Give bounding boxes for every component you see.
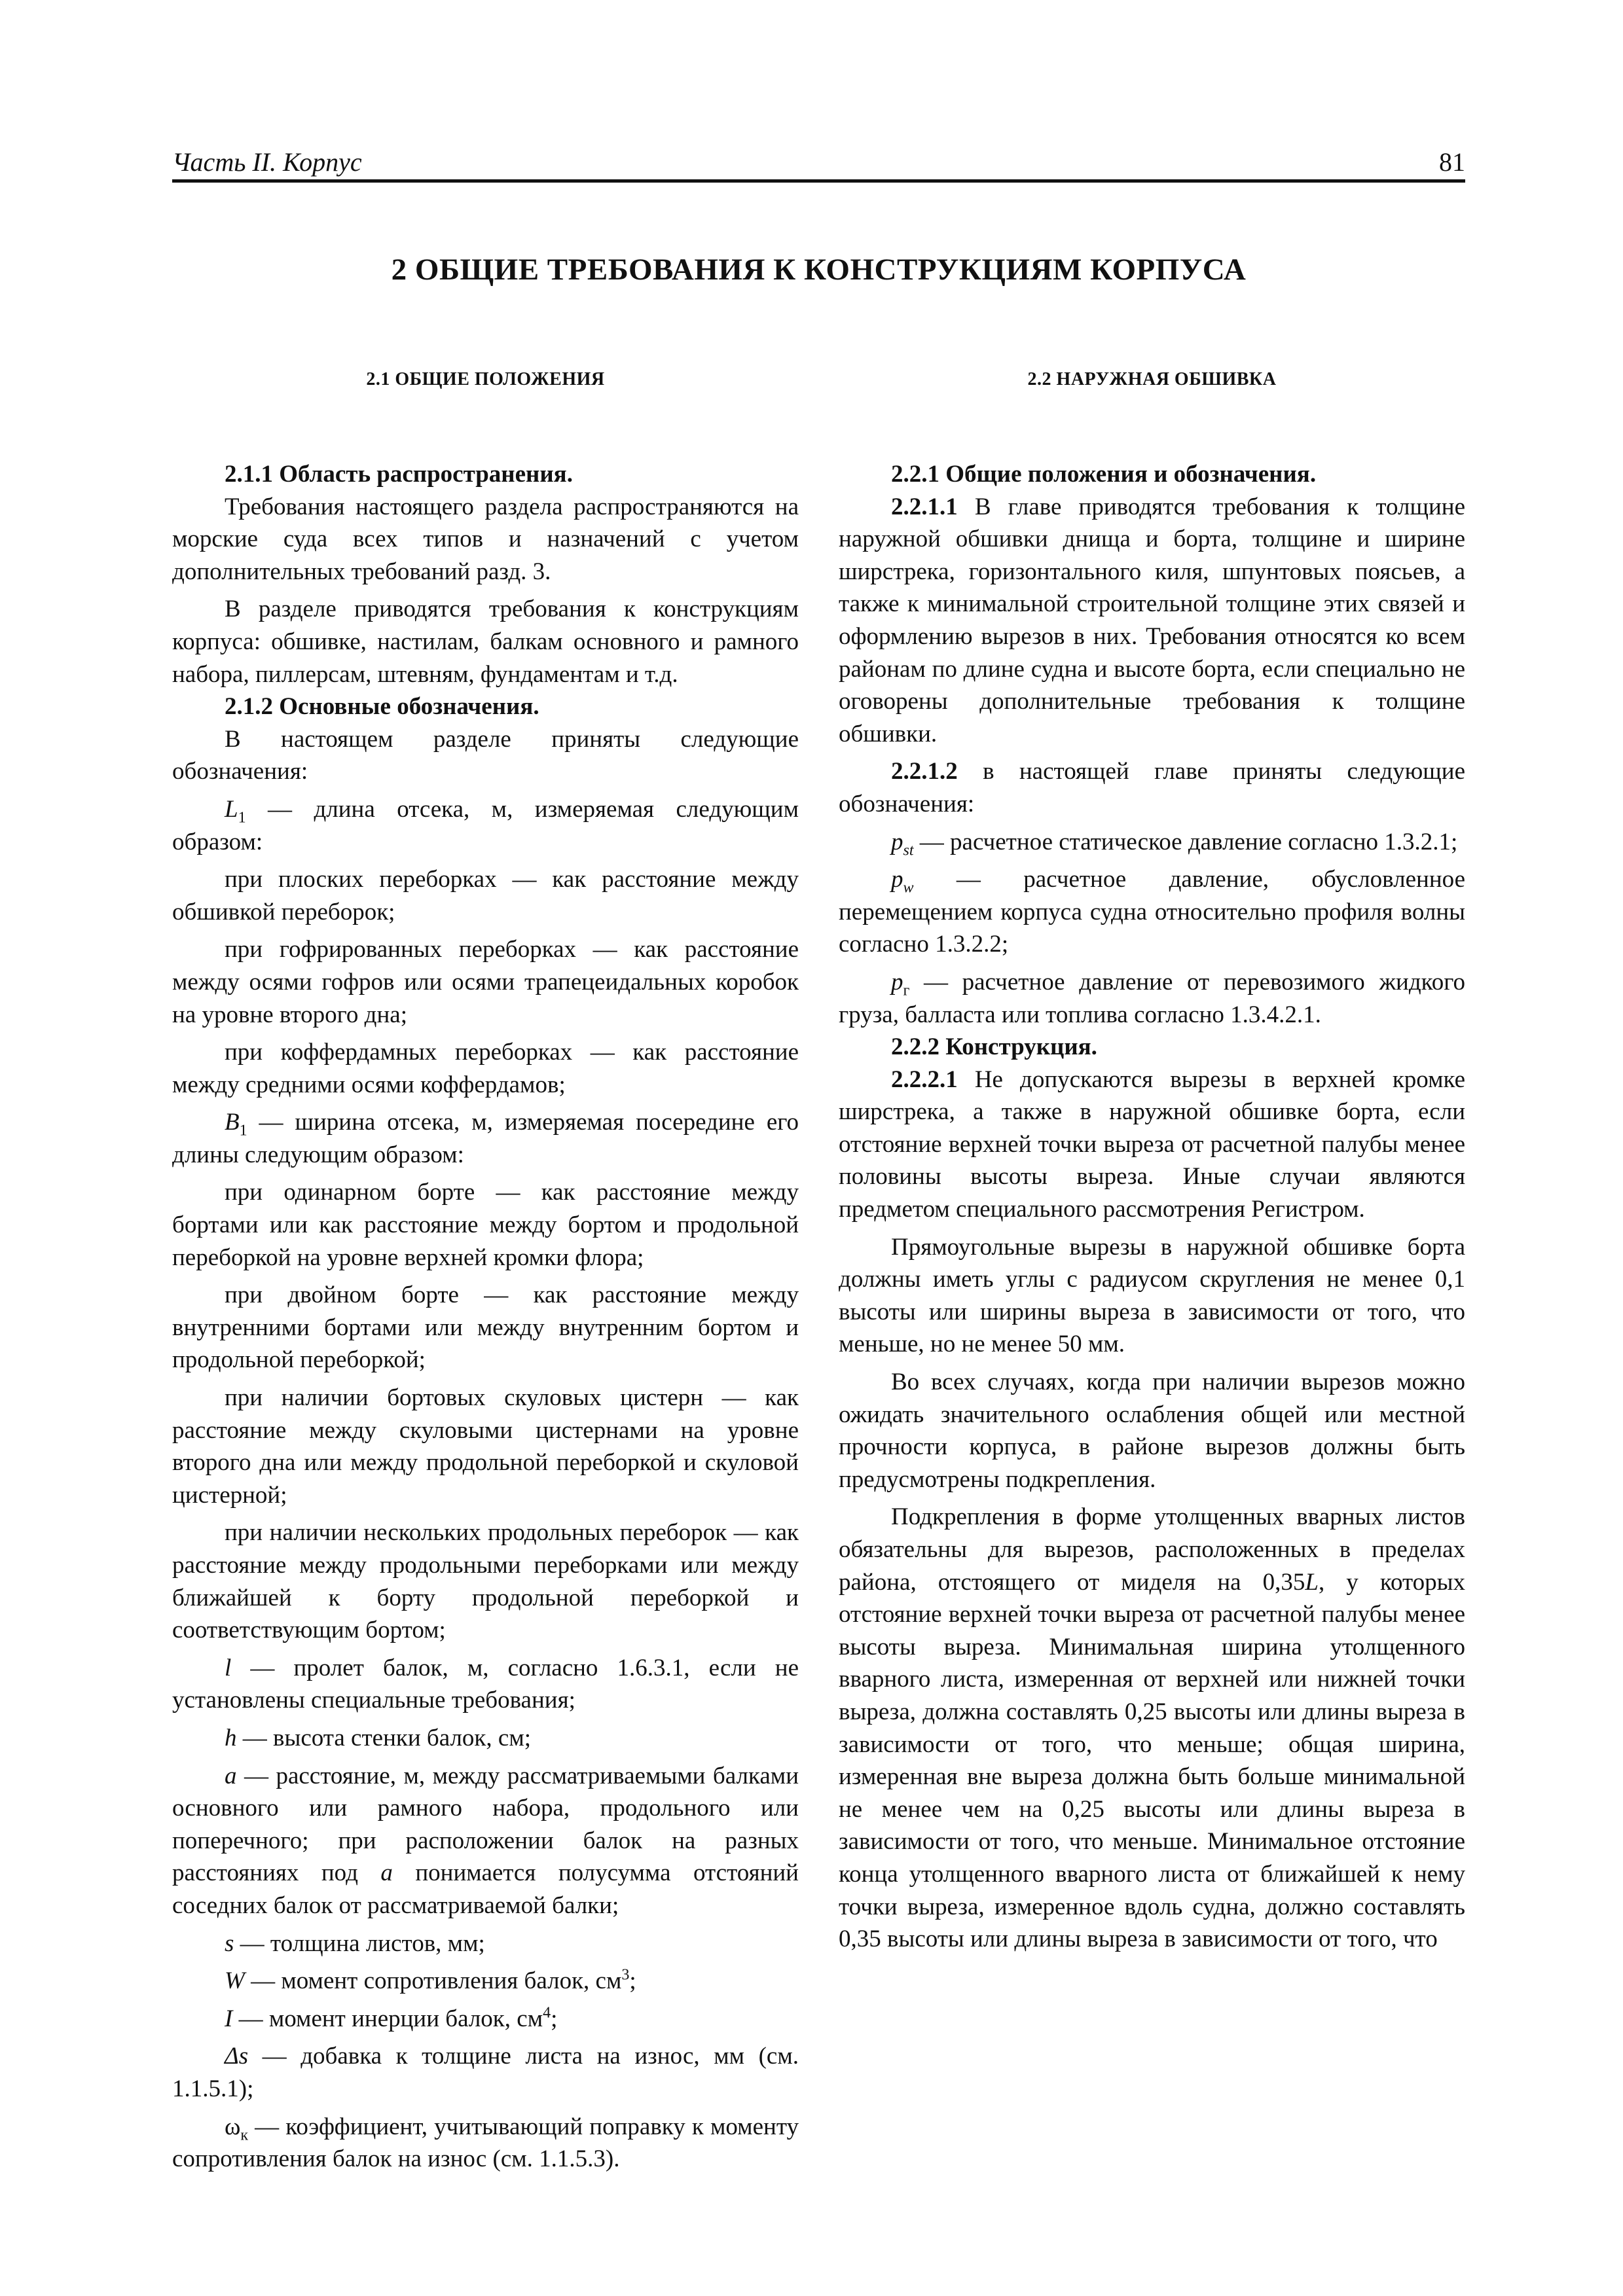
definition-text: — толщина листов, мм;	[234, 1929, 485, 1957]
paragraph: В настоящем разделе приняты следующие обозначения:	[172, 725, 799, 785]
part-title: Часть II. Корпус	[172, 147, 362, 177]
heading-2-1-2: 2.1.2 Основные обозначения.	[225, 693, 539, 721]
subscript: w	[903, 879, 914, 897]
symbol: L	[225, 795, 238, 823]
symbol: p	[891, 828, 903, 855]
definition-I	[172, 2003, 799, 2036]
paragraph-2-2-1-1	[839, 491, 1465, 751]
definition-delta-s	[172, 2040, 799, 2105]
clause-number: 2.2.1.2	[891, 758, 958, 785]
paragraph: Требования настоящего раздела распространяются на морские суда всех типов и назначений с учетом дополнительных требований разд. 3.	[172, 493, 799, 585]
definition-text: — добавка к толщине листа на износ, мм (см. 1.1.5.1);	[172, 2043, 799, 2102]
paragraph-text: , у которых отстояние верхней точки выреза от расчетной палубы менее высоты выреза. Минимальная ширина утолщенного вварного листа, измеренная от верхней или нижней точки выреза, должна составлять 0,25 высоты или длины выреза в зависимости от того, что меньше; общая ширина, измеренная вне выреза должна быть больше минимальной не менее чем на 0,25 высоты или длины выреза в зависимости от того, что меньше. Минимальное отстояние конца утолщенного вварного листа от ближайшей к нему точки выреза, измеренное вдоль судна, должно составлять 0,35 высоты или длины выреза в зависимости от того, что	[839, 1568, 1465, 1953]
heading-2-2-2: 2.2.2 Конструкция.	[891, 1033, 1097, 1061]
symbol: s	[225, 1929, 234, 1957]
subscript: 1	[238, 809, 246, 827]
paragraph-2-2-2-1	[839, 1064, 1465, 1226]
paragraph: при наличии нескольких продольных переборок — как расстояние между продольными переборками или между ближайшей к борту продольной переборкой и соответствующим бортом;	[172, 1519, 799, 1644]
definition-text: понимается полусумма отстояний соседних балок от рассматриваемой балки;	[172, 1859, 799, 1919]
definition-text: — расстояние, м, между рассматриваемыми балками основного или рамного набора, продольного или поперечного; при расположении балок на разных расстояниях под	[172, 1762, 799, 1887]
left-column	[172, 367, 799, 2176]
paragraph: при коффердамных переборках — как расстояние между средними осями коффердамов;	[172, 1039, 799, 1098]
paragraph: В разделе приводятся требования к конструкциям корпуса: обшивке, настилам, балкам основного и рамного набора, пиллерсам, штевням, фундаментам и т.д.	[172, 596, 799, 688]
paragraph: при двойном борте — как расстояние между внутренними бортами или между внутренним бортом и продольной переборкой;	[172, 1282, 799, 1374]
paragraph-text: в настоящей главе приняты следующие обозначения:	[839, 758, 1465, 817]
definition-l	[172, 1652, 799, 1717]
definition-p-g	[839, 966, 1465, 1031]
symbol: h	[225, 1724, 237, 1751]
definition-text: — пролет балок, м, согласно 1.6.3.1, если не установлены специальные требования;	[172, 1654, 799, 1714]
heading-2-2-1: 2.2.1 Общие положения и обозначения.	[891, 461, 1317, 488]
definition-L1	[172, 793, 799, 858]
symbol: a	[380, 1859, 393, 1887]
definition-a	[172, 1760, 799, 1922]
symbol: p	[891, 866, 903, 893]
symbol: W	[225, 1967, 245, 1995]
heading-2-1-1: 2.1.1 Область распространения.	[225, 461, 573, 488]
definition-p-w	[839, 863, 1465, 961]
page-number: 81	[1439, 147, 1465, 177]
definition-p-st	[839, 826, 1465, 859]
definition-text: — момент сопротивления балок, см	[244, 1967, 622, 1995]
paragraph: Во всех случаях, когда при наличии вырезов можно ожидать значительного ослабления общей или местной прочности корпуса, в районе вырезов должны быть предусмотрены подкрепления.	[839, 1369, 1465, 1493]
paragraph-text: Не допускаются вырезы в верхней кромке ширстрека, а также в наружной обшивке борта, если отстояние верхней точки выреза от расчетной палубы менее половины высоты выреза. Иные случаи являются предметом специального рассмотрения Регистром.	[839, 1066, 1465, 1223]
punctuation: ;	[629, 1967, 636, 1995]
definition-text: — расчетное статическое давление согласно 1.3.2.1;	[913, 828, 1458, 855]
symbol: l	[225, 1654, 232, 1681]
symbol: L	[1305, 1568, 1319, 1596]
definition-text: — расчетное давление, обусловленное перемещением корпуса судна относительно профиля волны согласно 1.3.2.2;	[839, 866, 1465, 958]
paragraph: при плоских переборках — как расстояние между обшивкой переборок;	[172, 866, 799, 925]
symbol: Δs	[225, 2043, 249, 2070]
definition-W	[172, 1965, 799, 1998]
superscript: 4	[543, 2004, 551, 2022]
subscript: 1	[239, 1122, 247, 1139]
running-header	[172, 145, 1465, 183]
definition-B1	[172, 1106, 799, 1171]
punctuation: ;	[551, 2005, 558, 2032]
paragraph-text: Подкрепления в форме утолщенных вварных листов обязательны для вырезов, расположенных в пределах района, отстоящего от миделя на 0,35	[839, 1503, 1465, 1596]
subscript: г	[903, 982, 910, 999]
symbol: I	[225, 2005, 233, 2032]
paragraph-text: В главе приводятся требования к толщине наружной обшивки днища и борта, толщине и ширине ширстрека, горизонтального киля, шпунтовых поясьев, а также к минимальной строительной толщине этих связей и оформлению вырезов в них. Требования относятся ко всем районам по длине судна и высоте борта, если специально не оговорены дополнительные требования к толщине обшивки.	[839, 493, 1465, 747]
definition-omega-k	[172, 2111, 799, 2176]
definition-text: — коэффициент, учитывающий поправку к моменту сопротивления балок на износ (см. 1.1.5.3).	[172, 2113, 799, 2173]
section-title-2-2: 2.2 НАРУЖНАЯ ОБШИВКА	[1027, 369, 1277, 389]
symbol: B	[225, 1109, 240, 1136]
right-column	[839, 367, 1465, 1956]
paragraph: при гофрированных переборках — как расстояние между осями гофров или осями трапецеидальных коробок на уровне второго дна;	[172, 936, 799, 1028]
definition-text: — расчетное давление от перевозимого жидкого груза, балласта или топлива согласно 1.3.4.2.1.	[839, 968, 1465, 1028]
definition-text: — высота стенки балок, см;	[236, 1724, 532, 1751]
paragraph: Прямоугольные вырезы в наружной обшивке борта должны иметь углы с радиусом скругления не менее 0,1 высоты или ширины выреза в зависимости от того, что меньше, но не менее 50 мм.	[839, 1233, 1465, 1358]
definition-text: — момент инерции балок, см	[232, 2005, 543, 2032]
definition-s	[172, 1928, 799, 1960]
clause-number: 2.2.2.1	[891, 1066, 958, 1093]
chapter-title: 2 ОБЩИЕ ТРЕБОВАНИЯ К КОНСТРУКЦИЯМ КОРПУСА	[391, 253, 1247, 287]
symbol: ω	[225, 2113, 241, 2140]
symbol: p	[891, 968, 903, 996]
paragraph: при наличии бортовых скуловых цистерн — как расстояние между скуловыми цистернами на уровне второго дна или между продольной переборкой и скуловой цистерной;	[172, 1384, 799, 1509]
clause-number: 2.2.1.1	[891, 493, 958, 520]
paragraph: при одинарном борте — как расстояние между бортами или как расстояние между бортом и продольной переборкой на уровне верхней кромки флора;	[172, 1179, 799, 1271]
definition-text: — ширина отсека, м, измеряемая посередине его длины следующим образом:	[172, 1109, 799, 1168]
section-title-2-1: 2.1 ОБЩИЕ ПОЛОЖЕНИЯ	[366, 369, 605, 389]
definition-text: — длина отсека, м, измеряемая следующим образом:	[172, 795, 799, 855]
paragraph-reinforcement	[839, 1501, 1465, 1955]
subscript: st	[903, 841, 914, 859]
subscript: к	[240, 2126, 249, 2144]
superscript: 3	[621, 1966, 630, 1984]
symbol: a	[225, 1762, 237, 1789]
definition-h	[172, 1722, 799, 1755]
paragraph-2-2-1-2	[839, 755, 1465, 820]
